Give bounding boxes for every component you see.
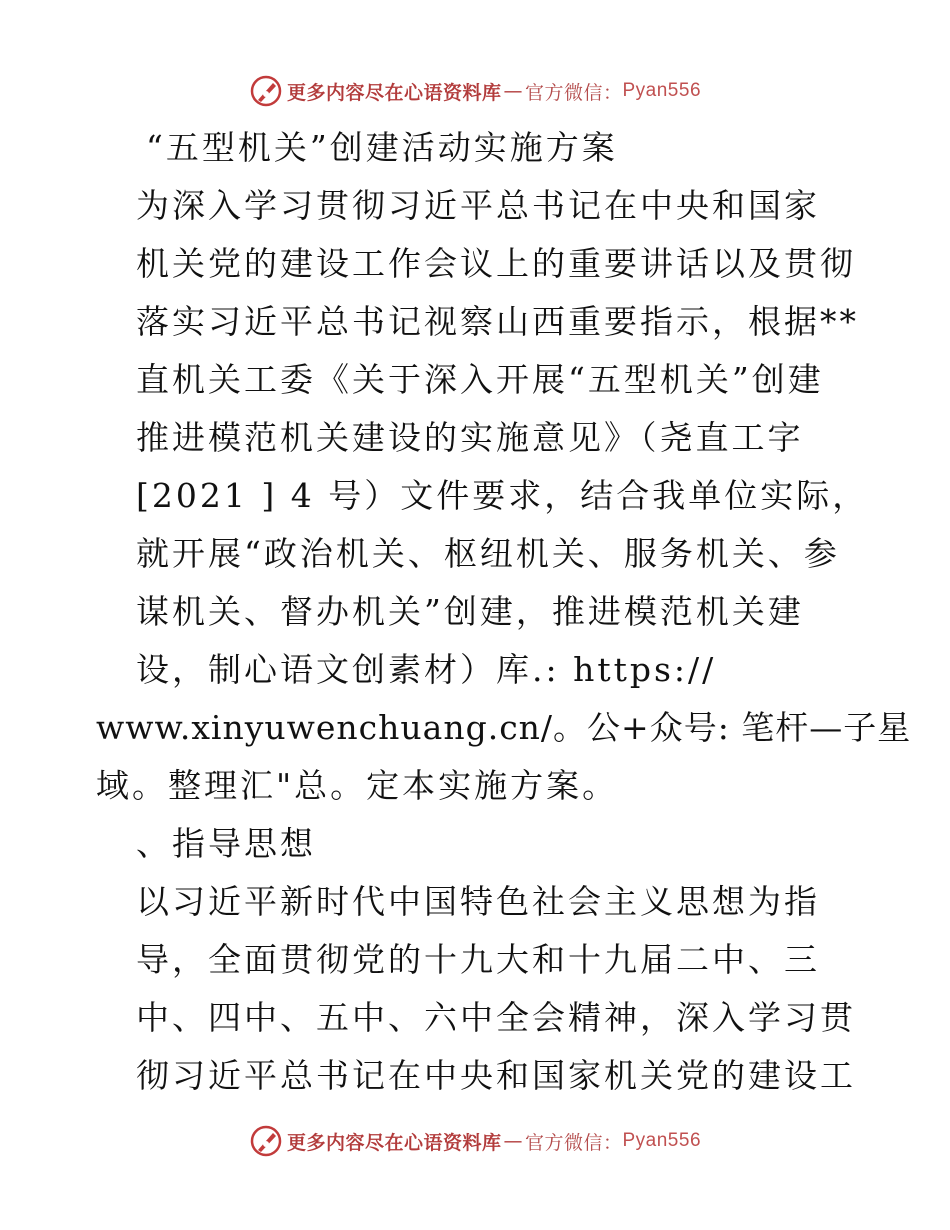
section-heading: 、指导思想: [136, 824, 316, 863]
paragraph-line: 域。整理汇"总。定本实施方案。: [96, 766, 619, 805]
watermark-wechat-id: Pyan556: [622, 1130, 702, 1151]
pen-logo-icon: [249, 74, 283, 108]
paragraph-line: 机关党的建设工作会议上的重要讲话以及贯彻: [136, 244, 856, 283]
paragraph-line: 以习近平新时代中国特色社会主义思想为指: [136, 882, 820, 921]
watermark-footer: [0, 1124, 950, 1158]
paragraph-line: 落实习近平总书记视察山西重要指示，根据**: [136, 302, 859, 341]
watermark-label: 官方微信：: [524, 1131, 623, 1154]
watermark-wechat-id: Pyan556: [622, 80, 702, 101]
paragraph-line: 彻习近平总书记在中央和国家机关党的建设工: [136, 1056, 856, 1095]
paragraph-line: 导，全面贯彻党的十九大和十九届二中、三: [136, 940, 820, 979]
paragraph-line: 为深入学习贯彻习近平总书记在中央和国家: [136, 186, 820, 225]
paragraph-line: www.xinyuwenchuang.cn/。公+众号: 笔杆—子星: [96, 708, 912, 747]
paragraph-line: 中、四中、五中、六中全会精神，深入学习贯: [136, 998, 856, 1037]
watermark-dash: —: [503, 1130, 523, 1152]
pen-logo-icon: [249, 1124, 283, 1158]
document-title: “五型机关”创建活动实施方案: [146, 128, 618, 167]
watermark-brand: 更多内容尽在心语资料库: [286, 81, 502, 104]
paragraph-line: 直机关工委《关于深入开展“五型机关”创建: [136, 360, 824, 399]
paragraph-line: 推进模范机关建设的实施意见》（尧直工字: [136, 418, 804, 457]
watermark-header: [0, 74, 950, 108]
watermark-brand: 更多内容尽在心语资料库: [286, 1131, 502, 1154]
watermark-label: 官方微信：: [524, 81, 623, 104]
paragraph-line: 谋机关、督办机关”创建，推进模范机关建: [136, 592, 804, 631]
paragraph-line: [2021 ] 4 号）文件要求，结合我单位实际，: [136, 476, 869, 515]
paragraph-line: 设，制心语文创素材）库.: https://: [136, 650, 717, 689]
paragraph-line: 就开展“政治机关、枢纽机关、服务机关、参: [136, 534, 840, 573]
watermark-dash: —: [503, 80, 523, 102]
